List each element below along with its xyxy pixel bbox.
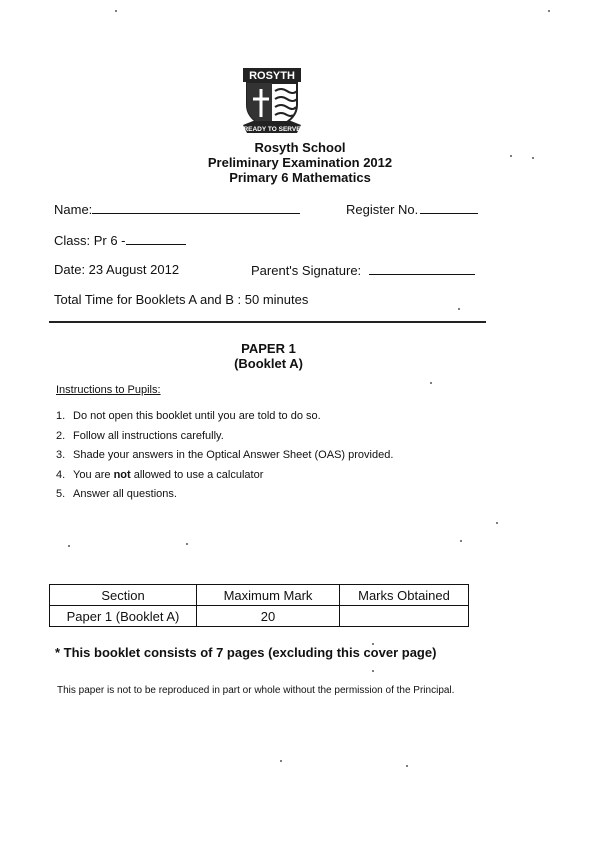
table-row: [50, 606, 469, 627]
class-field: [54, 232, 186, 249]
exam-title: Preliminary Examination 2012: [207, 155, 393, 170]
scan-speck: [280, 760, 282, 762]
instruction-item: 4. You are not allowed to use a calculator: [56, 468, 264, 481]
scan-speck: [496, 522, 498, 524]
scan-speck: [510, 155, 512, 157]
signature-blank[interactable]: [369, 262, 475, 275]
instruction-item: 5. Answer all questions.: [56, 488, 177, 500]
class-label: Class: Pr 6 -: [54, 233, 126, 248]
register-blank[interactable]: [420, 201, 478, 214]
register-field: [346, 201, 478, 218]
signature-field: [251, 262, 475, 279]
copyright-footer: This paper is not to be reproduced in part or whole without the permission of the Principal.: [57, 685, 455, 696]
header-maximum-mark: Maximum Mark: [197, 585, 340, 606]
scan-speck: [406, 765, 408, 767]
total-time: Total Time for Booklets A and B : 50 minutes: [54, 292, 309, 307]
scan-speck: [548, 10, 550, 12]
register-label: Register No.: [346, 202, 419, 217]
instructions-list: [56, 407, 393, 505]
header-section: Section: [50, 585, 197, 606]
instruction-item: 3. Shade your answers in the Optical Answer Sheet (OAS) provided.: [56, 449, 394, 461]
crest-icon: [241, 67, 303, 137]
class-blank[interactable]: [126, 232, 186, 245]
paper-title: PAPER 1: [241, 341, 296, 356]
scan-speck: [372, 670, 374, 672]
header-marks-obtained: Marks Obtained: [340, 585, 469, 606]
paper-subtitle: (Booklet A): [234, 356, 303, 371]
cell-maximum-mark: 20: [197, 606, 340, 627]
school-name: Rosyth School: [254, 140, 346, 155]
scan-speck: [115, 10, 117, 12]
scan-speck: [532, 157, 534, 159]
crest-motto: READY TO SERVE: [243, 126, 301, 133]
divider-rule: [49, 321, 486, 323]
subject-title: Primary 6 Mathematics: [229, 170, 371, 185]
instruction-item: 2. Follow all instructions carefully.: [56, 429, 224, 442]
scan-speck: [430, 382, 432, 384]
name-label: Name:: [54, 202, 93, 217]
scan-speck: [186, 543, 188, 545]
date-field: Date: 23 August 2012: [54, 262, 180, 277]
page-count-note: * This booklet consists of 7 pages (excluding this cover page): [55, 645, 437, 660]
signature-label: Parent's Signature:: [251, 263, 362, 278]
instruction-item: 1. Do not open this booklet until you are told to do so.: [56, 410, 321, 422]
scan-speck: [458, 308, 460, 310]
table-header-row: [50, 585, 469, 606]
name-field: [54, 201, 300, 218]
crest-top-text: ROSYTH: [249, 70, 295, 82]
name-blank[interactable]: [92, 201, 300, 214]
instructions-heading: Instructions to Pupils:: [56, 384, 161, 396]
scan-speck: [68, 545, 70, 547]
scan-speck: [372, 643, 374, 645]
cell-marks-obtained[interactable]: [340, 606, 469, 627]
marks-table: [49, 584, 469, 627]
scan-speck: [460, 540, 462, 542]
cell-section: Paper 1 (Booklet A): [50, 606, 197, 627]
school-crest: [241, 67, 303, 137]
